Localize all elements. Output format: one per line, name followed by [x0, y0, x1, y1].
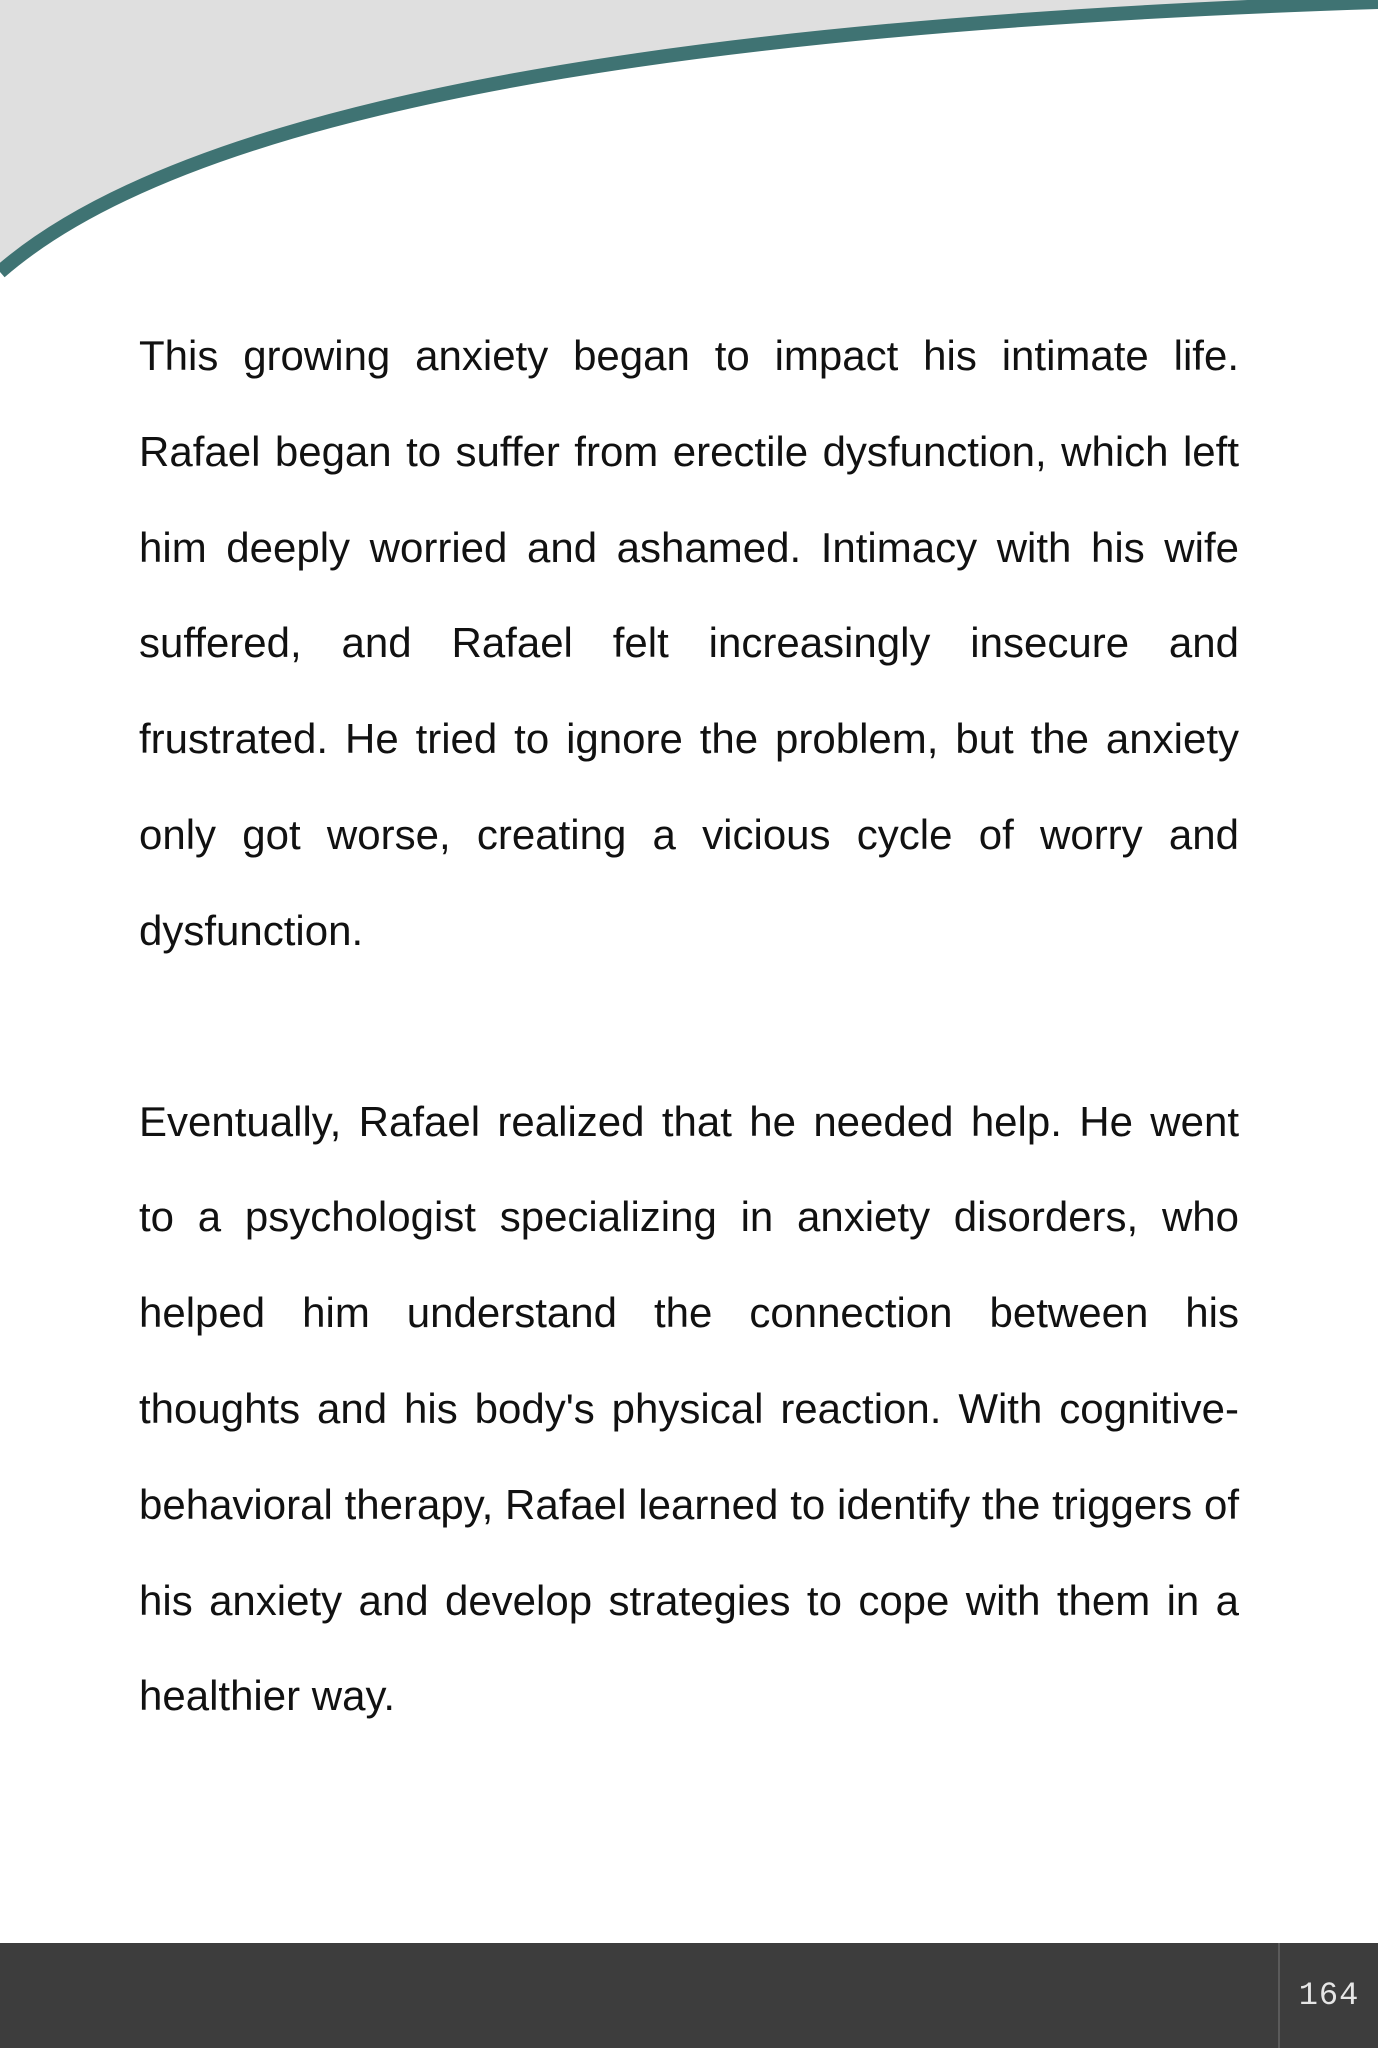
page-number-box: [1278, 1943, 1378, 2048]
footer-bar: [0, 1943, 1378, 2048]
body-paragraph-2: Eventually, Rafael realized that he needed help. He went to a psychologist specializing in anxiety disorders, who helped him understand the connection between his thoughts and his body's physical reaction. With cognitive-behavioral therapy, Rafael learned to identify the triggers of his anxiety and develop strategies to cope with them in a healthier way.: [139, 1097, 1239, 1720]
body-paragraph-1: This growing anxiety began to impact his intimate life. Rafael began to suffer from erectile dysfunction, which left him deeply worried and ashamed. Intimacy with his wife suffered, and Rafael felt increasingly insecure and frustrated. He tried to ignore the problem, but the anxiety only got worse, creating a vicious cycle of worry and dysfunction.: [139, 332, 1239, 954]
page-number: 164: [1298, 1977, 1360, 2014]
page-body: [139, 308, 1239, 1744]
header-gray-band: [0, 0, 1378, 272]
header-curve-decoration: [0, 0, 1378, 300]
